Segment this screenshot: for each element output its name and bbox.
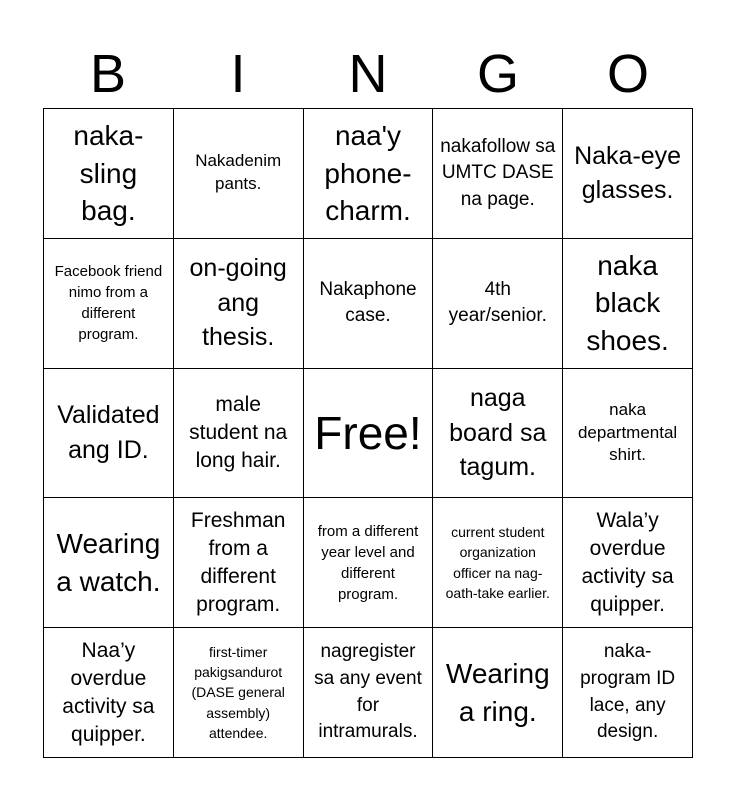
cell-text: current student organization officer na nag-oath-take earlier. [445, 524, 550, 602]
bingo-cell-r1-c1[interactable] [44, 109, 174, 239]
header-letter-o: O [606, 44, 649, 104]
bingo-cell-r2-c5[interactable] [563, 239, 693, 369]
cell-text: Wearing a watch. [56, 528, 161, 597]
header-letter-b: B [89, 44, 127, 104]
bingo-cell-r5-c2[interactable] [174, 628, 304, 758]
bingo-cell-r5-c1[interactable] [44, 628, 174, 758]
cell-text: Nakaphone case. [319, 278, 417, 327]
cell-text: first-timer pakigsandurot (DASE general assembly) attendee. [191, 643, 285, 742]
cell-text: Validated ang ID. [57, 401, 160, 464]
bingo-header [43, 40, 693, 108]
bingo-cell-r1-c5[interactable] [563, 109, 693, 239]
bingo-board [43, 108, 693, 758]
cell-text: Naka-eye glasses. [574, 141, 682, 205]
header-letter-i: I [230, 44, 246, 104]
cell-text: from a different year level and different program. [317, 522, 419, 603]
bingo-cell-r5-c3[interactable] [304, 628, 434, 758]
cell-text: naa'y phone-charm. [324, 120, 412, 227]
bingo-cell-r1-c4[interactable] [433, 109, 563, 239]
bingo-cell-r4-c5[interactable] [563, 498, 693, 628]
cell-text: 4th year/senior. [448, 278, 547, 327]
bingo-cell-r5-c5[interactable] [563, 628, 693, 758]
cell-text: naga board sa tagum. [449, 384, 547, 482]
cell-text: Facebook friend nimo from a different program. [54, 263, 163, 344]
bingo-cell-r3-c4[interactable] [433, 369, 563, 499]
bingo-cell-r4-c1[interactable] [44, 498, 174, 628]
cell-text: naka-sling bag. [73, 120, 144, 227]
bingo-cell-r1-c2[interactable] [174, 109, 304, 239]
cell-text: nakafollow sa UMTC DASE na page. [440, 135, 556, 210]
bingo-cell-r3-c1[interactable] [44, 369, 174, 499]
cell-text: Wearing a ring. [445, 658, 550, 727]
cell-text: naka black shoes. [586, 249, 669, 356]
bingo-cell-r4-c3[interactable] [304, 498, 434, 628]
bingo-cell-r1-c3[interactable] [304, 109, 434, 239]
header-letter-g: G [476, 44, 519, 104]
bingo-cell-r3-c5[interactable] [563, 369, 693, 499]
bingo-cell-r5-c4[interactable] [433, 628, 563, 758]
cell-text: naka departmental shirt. [577, 399, 678, 465]
bingo-cell-r3-c2[interactable] [174, 369, 304, 499]
bingo-cell-r2-c1[interactable] [44, 239, 174, 369]
cell-text: Freshman from a different program. [190, 508, 286, 616]
header-letter-n: N [348, 44, 388, 104]
bingo-cell-r3-c3-free[interactable] [304, 369, 434, 499]
bingo-cell-r4-c4[interactable] [433, 498, 563, 628]
cell-text: male student na long hair. [189, 393, 288, 472]
bingo-cell-r2-c3[interactable] [304, 239, 434, 369]
cell-text: naka-program ID lace, any design. [580, 641, 676, 743]
cell-text: Nakadenim pants. [195, 151, 282, 194]
bingo-cell-r4-c2[interactable] [174, 498, 304, 628]
free-space-text: Free! [314, 406, 422, 459]
cell-text: Wala’y overdue activity sa quipper. [581, 508, 674, 616]
bingo-cell-r2-c2[interactable] [174, 239, 304, 369]
bingo-cell-r2-c4[interactable] [433, 239, 563, 369]
cell-text: on-going ang thesis. [189, 254, 287, 352]
cell-text: nagregister sa any event for intramurals. [314, 641, 422, 743]
cell-text: Naa’y overdue activity sa quipper. [62, 638, 155, 746]
